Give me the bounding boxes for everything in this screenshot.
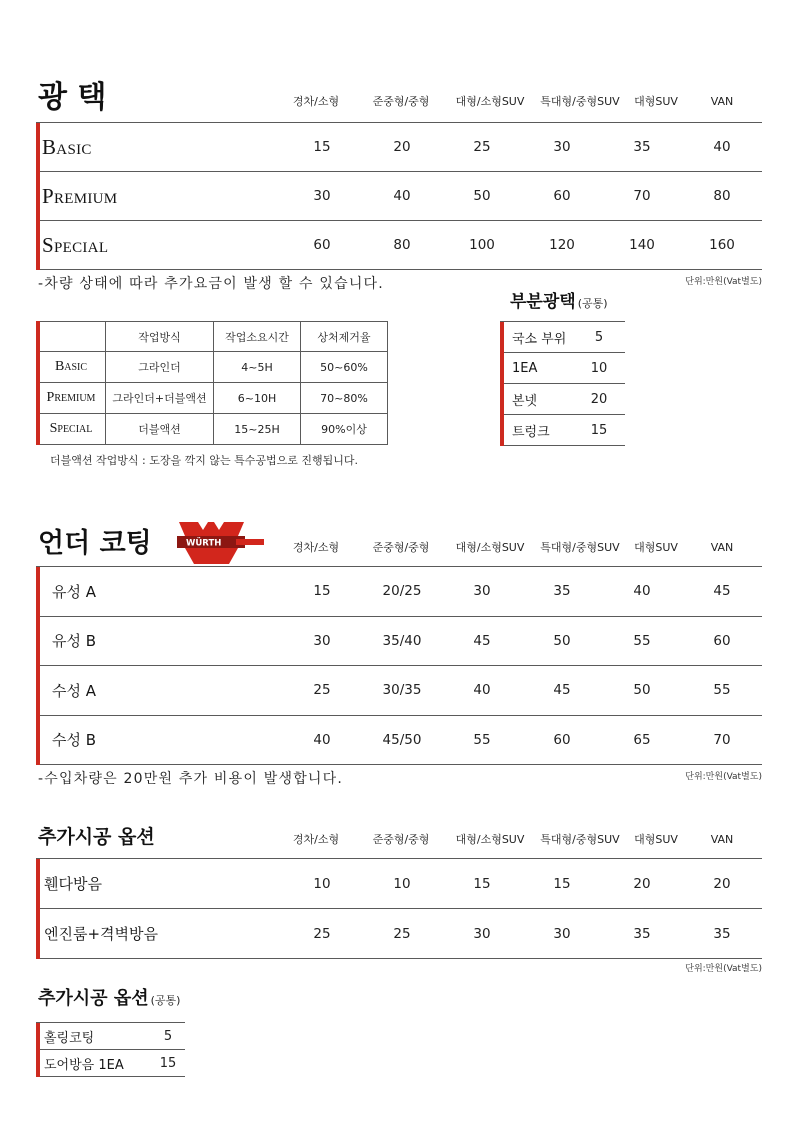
price-cell: 15: [313, 139, 331, 155]
accent-bar: [36, 567, 40, 765]
price-cell: 60: [713, 632, 731, 649]
price-cell: 15: [590, 422, 608, 438]
table-row: [36, 666, 762, 716]
price-cell: 55: [473, 731, 491, 748]
extra-common-title: [38, 988, 180, 1010]
price-cell: 55: [633, 632, 651, 649]
price-cell: 50: [473, 188, 491, 204]
unit-note: 단위:만원(Vat별도): [685, 277, 762, 287]
row-label: 국소 부위: [512, 331, 567, 347]
polish-title: 광 택: [38, 80, 107, 115]
price-cell: 20: [713, 875, 731, 892]
row-label: 수성 B: [52, 731, 97, 750]
row-label: 휀다방음: [44, 875, 102, 893]
table-row: [37, 352, 388, 383]
accent-bar: [500, 322, 504, 446]
row-label: 유성 B: [52, 632, 97, 651]
duration-cell: 15~25H: [214, 414, 301, 445]
price-cell: 30: [553, 139, 571, 155]
method-cell: 그라인더+더블액션: [106, 383, 214, 414]
price-cell: 5: [594, 329, 604, 345]
price-cell: 160: [709, 237, 735, 253]
price-cell: 40: [473, 682, 491, 699]
accent-bar: [36, 321, 40, 445]
table-row: [500, 384, 625, 415]
price-cell: 35/40: [382, 632, 422, 649]
column-header: 경차/소형: [292, 833, 340, 846]
price-cell: 15: [159, 1055, 177, 1071]
price-cell: 15: [553, 875, 571, 892]
row-label: 본넷: [512, 393, 538, 409]
column-header: 상처제거율: [301, 322, 388, 352]
row-label: 유성 A: [52, 582, 97, 601]
price-cell: 30/35: [382, 682, 422, 699]
price-cell: 35: [713, 925, 731, 942]
duration-cell: 4~5H: [214, 352, 301, 383]
table-row: [36, 172, 762, 221]
unit-note: 단위:만원(Vat별도): [685, 964, 762, 974]
price-cell: 30: [553, 925, 571, 942]
extra-common-title-text: 추가시공 옵션: [38, 988, 149, 1009]
table-row: [36, 123, 762, 172]
removal-rate-cell: 50~60%: [301, 352, 388, 383]
process-note: 더블액션 작업방식 : 도장을 깍지 않는 특수공법으로 진행됩니다.: [50, 454, 358, 467]
row-label: Premium: [42, 183, 118, 208]
price-cell: 30: [313, 188, 331, 204]
row-label: 수성 A: [52, 681, 97, 700]
grade-label: Basic: [37, 352, 106, 383]
table-header-row: [37, 322, 388, 352]
column-header: 대형/소형SUV: [455, 541, 525, 554]
price-cell: 25: [473, 139, 491, 155]
partial-polish-title-suffix: (공통): [577, 297, 608, 310]
column-header: 대형/소형SUV: [455, 95, 525, 108]
table-row: [36, 909, 762, 959]
price-cell: 100: [469, 237, 495, 253]
table-row: [37, 414, 388, 445]
table-row: [37, 383, 388, 414]
table-row: [500, 353, 625, 384]
price-cell: 10: [590, 360, 608, 376]
extra-options-price-table: [36, 858, 762, 959]
price-cell: 40: [393, 188, 411, 204]
price-cell: 45/50: [382, 731, 422, 748]
process-table: [36, 321, 388, 445]
row-label: 도어방음 1EA: [44, 1057, 124, 1073]
price-cell: 70: [713, 731, 731, 748]
logo-text: WÜRTH: [186, 538, 222, 549]
accent-bar: [36, 123, 40, 270]
grade-label: Premium: [37, 383, 106, 414]
table-row: [36, 221, 762, 270]
price-cell: 35: [553, 583, 571, 600]
price-cell: 60: [313, 237, 331, 253]
polish-note: -차량 상태에 따라 추가요금이 발생 할 수 있습니다.: [38, 276, 384, 292]
price-cell: 50: [633, 682, 651, 699]
column-header: 대형SUV: [634, 541, 678, 554]
price-cell: 20: [590, 391, 608, 407]
table-row: [36, 716, 762, 766]
extra-options-column-headers: [0, 833, 800, 847]
price-cell: 15: [473, 875, 491, 892]
price-cell: 25: [313, 682, 331, 699]
under-coating-title: 언더 코팅: [38, 528, 152, 559]
price-cell: 40: [713, 139, 731, 155]
column-header: 준중형/중형: [372, 95, 430, 108]
price-cell: 30: [473, 583, 491, 600]
price-cell: 25: [313, 925, 331, 942]
price-cell: 120: [549, 237, 575, 253]
price-cell: 40: [633, 583, 651, 600]
column-header: 특대형/중형SUV: [540, 95, 620, 108]
corner-cell: [37, 322, 106, 352]
price-cell: 45: [553, 682, 571, 699]
price-cell: 80: [393, 237, 411, 253]
row-label: 엔진룸+격벽방음: [44, 925, 158, 943]
column-header: 준중형/중형: [372, 541, 430, 554]
price-cell: 60: [553, 731, 571, 748]
price-cell: 10: [393, 875, 411, 892]
under-coating-column-headers: [0, 541, 800, 555]
column-header: 준중형/중형: [372, 833, 430, 846]
price-cell: 30: [473, 925, 491, 942]
polish-column-headers: [0, 95, 800, 109]
price-cell: 20/25: [382, 583, 422, 600]
price-cell: 40: [313, 731, 331, 748]
method-cell: 더블액션: [106, 414, 214, 445]
table-row: [36, 1050, 185, 1077]
column-header: 경차/소형: [292, 541, 340, 554]
price-cell: 5: [163, 1028, 173, 1044]
column-header: 특대형/중형SUV: [540, 833, 620, 846]
polish-price-table: [36, 122, 762, 270]
partial-polish-title: [510, 292, 608, 312]
under-coating-price-table: [36, 566, 762, 765]
price-cell: 65: [633, 731, 651, 748]
table-row: [36, 567, 762, 617]
price-cell: 20: [633, 875, 651, 892]
column-header: 작업소요시간: [214, 322, 301, 352]
price-cell: 80: [713, 188, 731, 204]
price-cell: 10: [313, 875, 331, 892]
price-cell: 15: [313, 583, 331, 600]
column-header: 작업방식: [106, 322, 214, 352]
column-header: VAN: [710, 541, 734, 554]
extra-common-title-suffix: (공통): [150, 994, 181, 1007]
price-cell: 55: [713, 682, 731, 699]
column-header: 대형SUV: [634, 833, 678, 846]
column-header: 대형SUV: [634, 95, 678, 108]
duration-cell: 6~10H: [214, 383, 301, 414]
price-cell: 45: [713, 583, 731, 600]
price-cell: 60: [553, 188, 571, 204]
column-header: 대형/소형SUV: [455, 833, 525, 846]
column-header: VAN: [710, 95, 734, 108]
table-row: [36, 617, 762, 667]
extra-options-title: 추가시공 옵션: [38, 826, 155, 848]
price-cell: 30: [313, 632, 331, 649]
removal-rate-cell: 70~80%: [301, 383, 388, 414]
price-cell: 45: [473, 632, 491, 649]
price-cell: 35: [633, 139, 651, 155]
table-row: [36, 1023, 185, 1050]
row-label: Basic: [42, 134, 92, 159]
table-row: [500, 415, 625, 446]
row-label: Special: [42, 232, 109, 257]
accent-bar: [36, 859, 40, 959]
price-cell: 35: [633, 925, 651, 942]
column-header: 특대형/중형SUV: [540, 541, 620, 554]
extra-common-table: [36, 1022, 185, 1077]
method-cell: 그라인더: [106, 352, 214, 383]
row-label: 홀링코팅: [44, 1030, 95, 1046]
grade-label: Special: [37, 414, 106, 445]
price-cell: 25: [393, 925, 411, 942]
row-label: 트렁크: [512, 424, 550, 440]
column-header: VAN: [710, 833, 734, 846]
column-header: 경차/소형: [292, 95, 340, 108]
price-cell: 50: [553, 632, 571, 649]
price-cell: 20: [393, 139, 411, 155]
partial-polish-table: [500, 321, 625, 446]
unit-note: 단위:만원(Vat별도): [685, 772, 762, 782]
price-cell: 140: [629, 237, 655, 253]
row-label: 1EA: [512, 360, 538, 376]
removal-rate-cell: 90%이상: [301, 414, 388, 445]
partial-polish-title-text: 부분광택: [510, 292, 576, 312]
accent-bar: [36, 1023, 40, 1077]
table-row: [500, 322, 625, 353]
table-row: [36, 859, 762, 909]
price-cell: 70: [633, 188, 651, 204]
under-coating-note: -수입차량은 20만원 추가 비용이 발생합니다.: [38, 771, 344, 787]
